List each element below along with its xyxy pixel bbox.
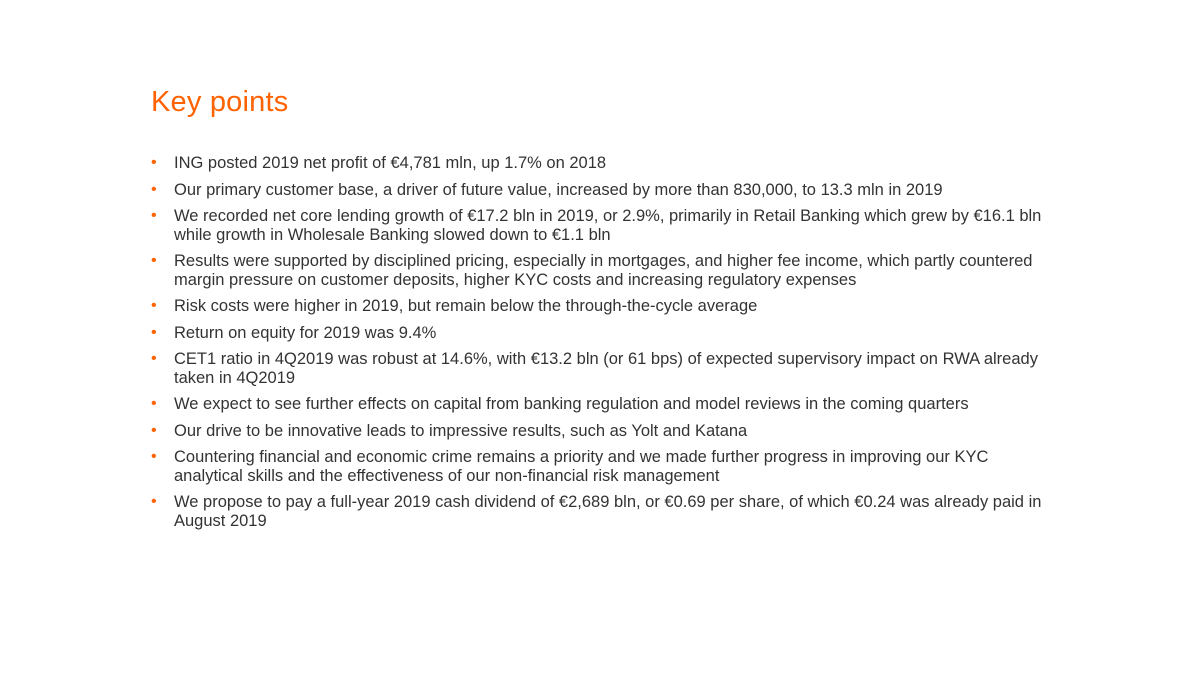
point-text: Results were supported by disciplined pricing, especially in mortgages, and higher fee income, which partly countered margin pressure on customer deposits, higher KYC costs and increasing regulatory expenses	[174, 252, 1033, 289]
bullet-icon: •	[151, 493, 157, 510]
point-text: We recorded net core lending growth of €17.2 bln in 2019, or 2.9%, primarily in Retail Banking which grew by €16.1 bln while growth in Wholesale Banking slowed down to €1.1 bln	[174, 207, 1042, 244]
list-item	[151, 395, 1051, 414]
point-text: We expect to see further effects on capital from banking regulation and model reviews in the coming quarters	[174, 395, 969, 413]
list-item	[151, 422, 1051, 441]
list-item	[151, 324, 1051, 343]
list-item	[151, 350, 1051, 387]
point-text: Risk costs were higher in 2019, but remain below the through-the-cycle average	[174, 297, 758, 315]
bullet-icon: •	[151, 207, 157, 224]
point-text: Our drive to be innovative leads to impressive results, such as Yolt and Katana	[174, 421, 748, 440]
key-points-list	[151, 154, 1051, 538]
list-item	[151, 252, 1051, 289]
point-text: Our primary customer base, a driver of future value, increased by more than 830,000, to 13.3 mln in 2019	[174, 180, 943, 199]
bullet-icon: •	[151, 395, 157, 412]
list-item	[151, 448, 1051, 485]
bullet-icon: •	[151, 297, 157, 314]
bullet-icon: •	[151, 448, 157, 465]
point-text: Countering financial and economic crime remains a priority and we made further progress in improving our KYC analytical skills and the effectiveness of our non-financial risk management	[174, 448, 989, 485]
list-item	[151, 493, 1051, 530]
bullet-icon: •	[151, 154, 157, 171]
list-item	[151, 181, 1051, 200]
bullet-icon: •	[151, 180, 157, 198]
list-item	[151, 297, 1051, 316]
point-text: Return on equity for 2019 was 9.4%	[174, 323, 437, 342]
list-item	[151, 207, 1051, 244]
point-text: CET1 ratio in 4Q2019 was robust at 14.6%, with €13.2 bln (or 61 bps) of expected supervisory impact on RWA already taken in 4Q2019	[174, 350, 1038, 387]
bullet-icon: •	[151, 323, 157, 341]
point-text: ING posted 2019 net profit of €4,781 mln, up 1.7% on 2018	[174, 154, 607, 172]
point-text: We propose to pay a full-year 2019 cash dividend of €2,689 bln, or €0.69 per share, of which €0.24 was already paid in August 2019	[174, 493, 1042, 530]
bullet-icon: •	[151, 350, 157, 367]
list-item	[151, 154, 1051, 173]
bullet-icon: •	[151, 421, 157, 439]
slide-title: Key points	[151, 86, 289, 118]
bullet-icon: •	[151, 252, 157, 269]
